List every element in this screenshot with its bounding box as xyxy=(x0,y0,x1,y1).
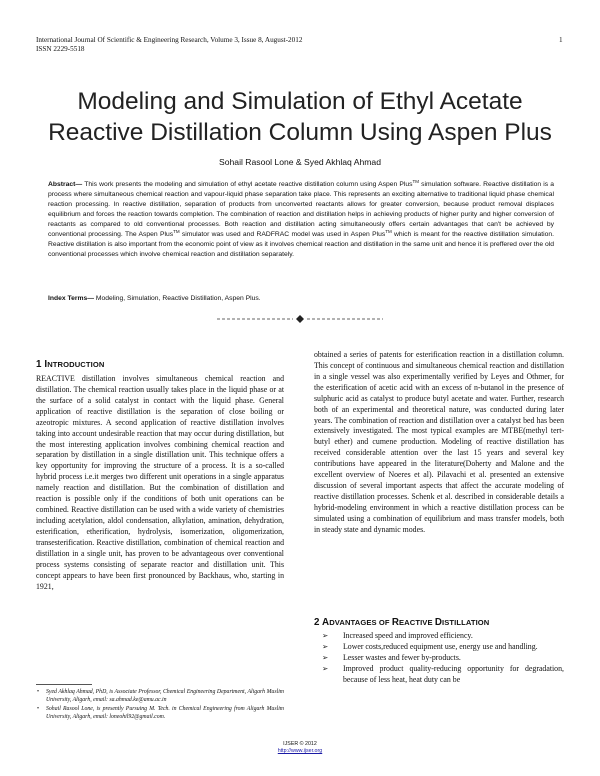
heading-initial: A xyxy=(322,617,330,628)
section-heading-advantages xyxy=(314,617,489,628)
heading-initial: D xyxy=(434,617,443,628)
abstract-text: simulation software. Reactive distillation is a process where simultaneous chemical reaction and vapour-liquid phase separation take place. This represents an exciting alternative to traditional liquid phase chemical reaction processing. In reactive distillation, separation of products from unconverted reactants allows for greater conversion, because product removal displaces equilibrium and forces the reaction towards completion. The combination of reaction and distillation helps in achieving products of higher purity and higher conversion of reactants as compared to old conventional processes. Both reaction and distillation acting simultaneously offers certain advantages that can't be achieved by conventional processing. The Aspen Plus xyxy=(48,181,554,238)
issn-line: ISSN 2229-5518 xyxy=(36,45,85,53)
heading-initial: I xyxy=(44,359,48,370)
trademark-mark: TM xyxy=(173,228,180,234)
paper-title: Modeling and Simulation of Ethyl Acetate Reactive Distillation Column Using Aspen Plus xyxy=(48,88,552,146)
footer-copyright: IJSER © 2012 xyxy=(283,741,317,747)
heading-smallcaps: EACTIVE xyxy=(399,618,435,627)
abstract-label: Abstract xyxy=(48,181,76,188)
index-terms-label: Index Terms xyxy=(48,295,88,302)
footnote-rule xyxy=(36,684,92,685)
footnote-item: • Syed Akhlaq Ahmad, PhD, is Associate Professor, Chemical Engineering Department, Aligarh Muslim University, Aligarh, email: sa.ahmad.ke@amu.ac.in xyxy=(36,689,284,704)
footnotes xyxy=(36,689,284,723)
list-item: ➢ Lesser wastes and fewer by-products. xyxy=(322,653,564,664)
abstract-dash: — xyxy=(75,181,85,188)
section-number: 2 xyxy=(314,617,323,628)
index-terms-text: Modeling, Simulation, Reactive Distillation, Aspen Plus. xyxy=(95,295,261,302)
footer-link[interactable]: http://www.ijser.org xyxy=(277,748,323,754)
page-number: 1 xyxy=(559,36,563,44)
abstract-text: simulator was used and RADFRAC model was used in Aspen Plus xyxy=(179,230,386,238)
section-number: 1 xyxy=(36,359,45,370)
heading-smallcaps: DVANTAGES OF xyxy=(329,618,392,627)
intro-text-left: REACTIVE distillation involves simultaneous chemical reaction and distillation. The chemical reaction usually takes place in the liquid phase or at the surface of a solid catalyst in contact with the liquid phase. General application of reactive distillation is the separation of close boiling or azeotropic mixtures. A second application of reactive distillation involves taking into account undesirable reaction that may occur during distillation, but the most interesting application involves combining chemical reaction and separation by distillation in a single distillation unit. This technique offers a key opportunity for improving the structure of a process. It is a so-called hybrid process i.e.it merges two different unit operations in a single apparatus namely reaction and distillation. But the combination of distillation and reaction is possible only if the conditions of both unit operations can be combined. Reactive distillation can be used with a wide variety of chemistries including acetylation, aldol condensation, alkylation, amination, dehydration, esterification, etherification, hydrolysis, isomerization, oligomerization, transesterification. Reactive distillation, combination of chemical reaction and distillation in a single unit, has proven to be advantageous over conventional process systems consisting of separate reactor and distillation unit. This concept appears to have been first pronounced by Backhaus, who, starting in 1921, xyxy=(36,374,284,591)
diamond-icon xyxy=(296,315,304,323)
section-heading-introduction xyxy=(36,359,104,370)
index-terms-dash: — xyxy=(87,295,96,302)
trademark-mark: TM xyxy=(385,228,392,234)
list-item: ➢ Increased speed and improved efficiency. xyxy=(322,631,564,642)
journal-header: International Journal Of Scientific & Engineering Research, Volume 3, Issue 8, August-2012 xyxy=(36,36,303,44)
trademark-mark: TM xyxy=(412,178,419,184)
authors: Sohail Rasool Lone & Syed Akhlaq Ahmad xyxy=(219,157,381,167)
intro-text-right: obtained a series of patents for esterification reaction in a distillation column. This concept of continuous and simultaneous chemical reaction and distillation in a single vessel was also experimentally verified by Leyes and Othmer, for the esterification of acetic acid with an excess of n-butanol in the presence of sulphuric acid as catalyst to produce butyl acetate and water. Further, research both of an experimental and theoretical nature, was conducted during later years. The combination of reaction and distillation over a catalyst bed has been extensively investigated. The most typical examples are MTBE(methyl tert-butyl ether) and cumene production. Modeling of reactive distillation has received considerable attention over the last 15 years and several key contributions have appeared in the literature(Doherty and Malone and the excellent overview of Noeres et al). Pilavachi et al. presented an extensive discussion of several important aspects that affect the accurate modeling of reactive distillation processes. Schenk et al. described in considerable details a hybrid-modeling environment in which a reactive distillation process can be simulated using a combination of equilibrium and mass transfer models, both in steady state and dynamic modes. xyxy=(314,350,564,534)
heading-smallcaps: NTRODUCTION xyxy=(47,360,105,369)
abstract-text: This work presents the modeling and simulation of ethyl acetate reactive distillation column using Aspen Plus xyxy=(84,181,413,188)
abstract xyxy=(48,180,554,260)
heading-initial: R xyxy=(391,617,400,628)
footnote-item: • Sohail Rasool Lone, is presently Pursuing M. Tech. in Chemical Engineering from Aligarh Muslim University, Aligarh, email: loneohil92@gmail.com. xyxy=(36,706,284,721)
list-item: ➢ Lower costs,reduced equipment use, energy use and handling. xyxy=(322,642,564,653)
abstract-text: which is meant for the reactive distillation simulation. Reactive distillation is also important from the economic point of view as it involves chemical reaction and distillation in the same unit and hence it is preffered over the old conventional processes which involve chemical reaction and distillation separately. xyxy=(48,230,555,258)
index-terms xyxy=(48,295,554,302)
list-item: ➢ Improved product quality-reducing opportunity for degradation, because of less heat, heat duty can be xyxy=(322,664,564,686)
advantages-list xyxy=(322,631,564,686)
section-divider xyxy=(215,314,385,324)
heading-smallcaps: ISTILLATION xyxy=(442,618,490,627)
